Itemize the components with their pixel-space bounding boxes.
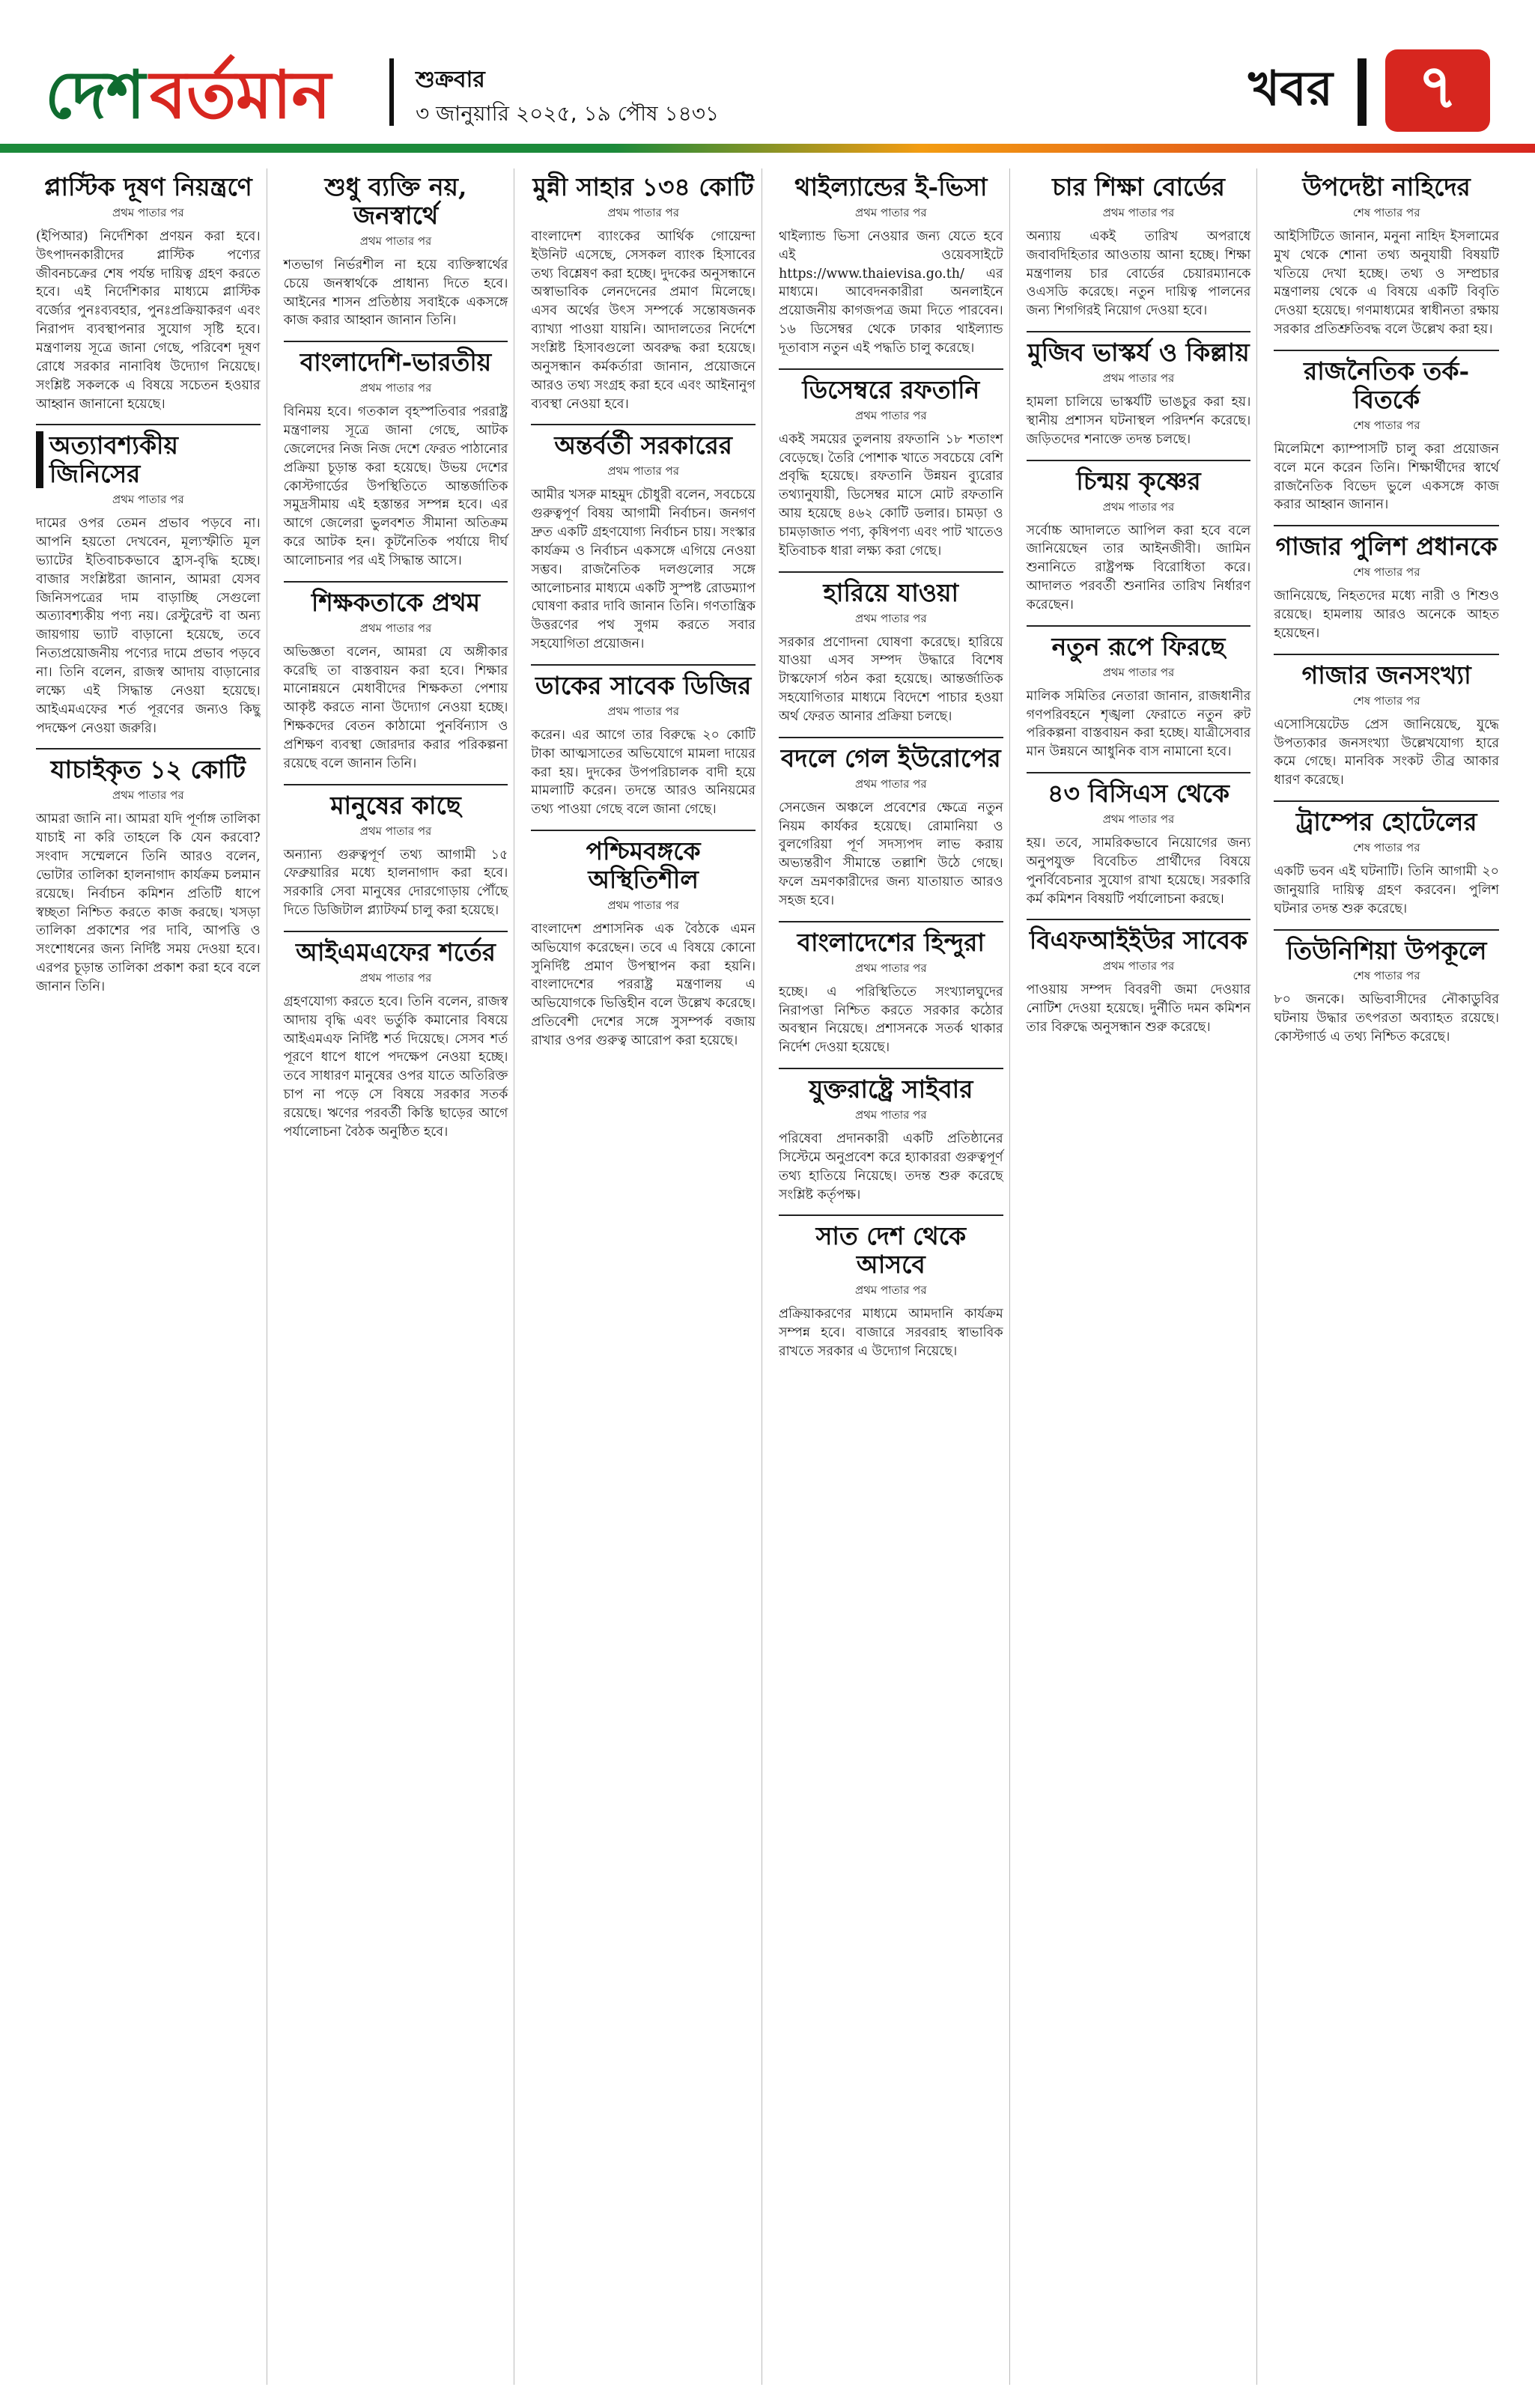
story[interactable] [284,791,508,920]
story-byline: প্রথম পাতার পর [1102,959,1175,973]
masthead-date: ৩ জানুয়ারি ২০২৫, ১৯ পৌষ ১৪৩১ [416,101,720,126]
story[interactable] [1274,937,1499,1047]
story-byline: শেষ পাতার পর [1352,418,1420,432]
story[interactable] [531,173,756,413]
story-body: সেনজেন অঞ্চলে প্রবেশের ক্ষেত্রে নতুন নিয়ম কার্যকর হয়েছে। রোমানিয়া ও বুলগেরিয়া পূর্ণ সদস্যপদ লাভ করায় অভ্যন্তরীণ সীমান্তে তল্লাশি উঠে গেছে। ফলে ভ্রমণকারীদের জন্য যাতায়াত আরও সহজ হবে। [778,800,1003,908]
story[interactable] [1274,808,1499,918]
story-body: থাইল্যান্ড ভিসা নেওয়ার জন্য যেতে হবে এই ওয়েবসাইটে https://www.thaievisa.go.th/ এর মাধ্যমে। আবেদনকারীরা অনলাইনে প্রয়োজনীয় কাগজপত্র জমা দিতে পারবেন। ১৬ ডিসেম্বর থেকে ঢাকার থাইল্যান্ড দূতাবাস নতুন এই পদ্ধতি চালু করেছে। [778,228,1003,356]
story[interactable] [779,173,1003,358]
story-headline[interactable]: আইএমএফের শর্তের [296,937,496,967]
story-headline[interactable]: ট্রাম্পের হোটেলের [1295,807,1477,837]
story[interactable] [779,1222,1003,1360]
story-headline[interactable]: যুক্তরাষ্ট্রে সাইবার [809,1074,973,1104]
story-divider [1274,929,1499,931]
story-byline: প্রথম পাতার পর [112,788,184,803]
story-byline: প্রথম পাতার পর [607,898,679,912]
story-divider [531,664,756,666]
story-byline: প্রথম পাতার পর [855,205,927,219]
story-byline: শেষ পাতার পর [1352,840,1420,854]
story-byline: প্রথম পাতার পর [1102,499,1175,514]
story[interactable] [779,1075,1003,1204]
story-divider [1027,625,1251,627]
story-divider [36,748,261,750]
story-body: হয়। তবে, সামরিকভাবে নিয়োগের জন্য অনুপযুক্ত বিবেচিত প্রার্থীদের বিষয়ে পুনর্বিবেচনার সুযোগ রাখা হয়েছে। সরকারি কর্ম কমিশন বিষয়টি পর্যালোচনা করছে। [1026,836,1251,907]
story-byline: শেষ পাতার পর [1352,693,1420,708]
page-number-badge: ৭ [1385,49,1490,132]
story-byline: প্রথম পাতার পর [855,1108,927,1122]
story-body: একই সময়ের তুলনায় রফতানি ১৮ শতাংশ বেড়েছে। তৈরি পোশাক খাতে সবচেয়ে বেশি প্রবৃদ্ধি হয়েছে। রফতানি উন্নয়ন ব্যুরোর তথ্যানুযায়ী, ডিসেম্বর মাসে মোট রফতানি আয় হয়েছে ৪৬২ কোটি ডলার। চামড়া ও চামড়াজাত পণ্য, কৃষিপণ্য এবং পাট খাতেও ইতিবাচক ধারা লক্ষ্য করা গেছে। [778,431,1003,559]
story-headline[interactable]: হারিয়ে যাওয়া [823,577,959,607]
story-headline[interactable]: মুজিব ভাস্কর্য ও কিল্লায় [1027,338,1250,368]
story[interactable] [531,837,756,1051]
story-headline[interactable]: গাজার জনসংখ্যা [1301,660,1471,690]
story-body: বাংলাদেশ ব্যাংকের আর্থিক গোয়েন্দা ইউনিট এসেছে, সেসকল ব্যাংক হিসাবের তথ্য বিশ্লেষণ করা হচ্ছে। দুদকের অনুসন্ধানে অস্বাভাবিক লেনদেনের প্রমাণ মিলেছে। এসব অর্থের উৎস সম্পর্কে সন্তোষজনক ব্যাখ্যা পাওয়া যায়নি। আদালতের নির্দেশে সংশ্লিষ্ট হিসাবগুলো অবরুদ্ধ করা হয়েছে। অনুসন্ধান কর্মকর্তারা জানান, প্রয়োজনে আরও তথ্য সংগ্রহ করা হবে এবং আইনানুগ ব্যবস্থা নেওয়া হবে। [531,228,756,412]
story-body: শতভাগ নির্ভরশীল না হয়ে ব্যক্তিস্বার্থের চেয়ে জনস্বার্থকে প্রাধান্য দিতে হবে। আইনের শাসন প্রতিষ্ঠায় সবাইকে একসঙ্গে কাজ করার আহ্বান জানান তিনি। [283,257,508,329]
story-divider [284,784,508,785]
story-byline: প্রথম পাতার পর [855,961,927,975]
story-body: বাংলাদেশ প্রশাসনিক এক বৈঠকে এমন অভিযোগ করেছেন। তবে এ বিষয়ে কোনো সুনির্দিষ্ট প্রমাণ উপস্থাপন করা হয়নি। বাংলাদেশের পররাষ্ট্র মন্ত্রণালয় এ অভিযোগকে ভিত্তিহীন বলে উল্লেখ করেছে। প্রতিবেশী দেশের সঙ্গে সুসম্পর্ক বজায় রাখার ওপর গুরুত্ব আরোপ করা হয়েছে। [531,921,756,1048]
story-body: আইসিটিতে জানান, মনুনা নাহিদ ইসলামের মুখ থেকে শোনা তথ্য অনুযায়ী বিষয়টি খতিয়ে দেখা হচ্ছে। তথ্য ও সম্প্রচার মন্ত্রণালয় থেকে এ বিষয়ে একটি বিবৃতি দেওয়া হয়েছে। গণমাধ্যমের স্বাধীনতা রক্ষায় সরকার প্রতিশ্রুতিবদ্ধ বলে উল্লেখ করা হয়। [1274,228,1499,338]
story-byline: প্রথম পাতার পর [607,704,679,718]
story[interactable] [1274,357,1499,514]
story-body: গ্রহণযোগ্য করতে হবে। তিনি বলেন, রাজস্ব আদায় বৃদ্ধি এবং ভর্তুকি কমানোর বিষয়ে আইএমএফ নির্দিষ্ট শর্ত দিয়েছে। সেসব শর্ত পূরণে ধাপে ধাপে পদক্ষেপ নেওয়া হচ্ছে। তবে সাধারণ মানুষের ওপর যাতে অতিরিক্ত চাপ না পড়ে সে বিষয়ে সরকার সতর্ক রয়েছে। ঋণের পরবর্তী কিস্তি ছাড়ের আগে পর্যালোচনা বৈঠক অনুষ্ঠিত হবে। [283,994,508,1140]
story-byline: প্রথম পাতার পর [359,824,432,838]
story-body: পরিষেবা প্রদানকারী একটি প্রতিষ্ঠানের সিস্টেমে অনুপ্রবেশ করে হ্যাকাররা গুরুত্বপূর্ণ তথ্য হাতিয়ে নিয়েছে। তদন্ত শুরু করেছে সংশ্লিষ্ট কর্তৃপক্ষ। [778,1131,1003,1203]
story[interactable] [36,755,261,996]
section-divider [1358,58,1367,126]
story[interactable] [531,672,756,819]
story-body: আমীর খসরু মাহমুদ চৌধুরী বলেন, সবচেয়ে গুরুত্বপূর্ণ বিষয় আগামী নির্বাচন। জনগণ দ্রুত একটি গ্রহণযোগ্য নির্বাচন চায়। সংস্কার কার্যক্রম ও নির্বাচন একসঙ্গে এগিয়ে নেওয়া সম্ভব। রাজনৈতিক দলগুলোর সঙ্গে আলোচনার মাধ্যমে একটি সুস্পষ্ট রোডম্যাপ ঘোষণা করার দাবি জানান তিনি। গণতান্ত্রিক উত্তরণের পথ সুগম করতে সবার সহযোগিতা প্রয়োজন। [531,487,756,652]
story-divider [779,921,1003,922]
story[interactable] [1027,467,1251,615]
story-divider [779,1214,1003,1216]
story[interactable] [36,431,261,738]
story-divider [531,424,756,425]
story-body: সরকার প্রণোদনা ঘোষণা করেছে। হারিয়ে যাওয়া এসব সম্পদ উদ্ধারে বিশেষ টাস্কফোর্স গঠন করা হয়েছে। আন্তর্জাতিক সহযোগিতার মাধ্যমে বিদেশে পাচার হওয়া অর্থ ফেরত আনার প্রক্রিয়া চলছে। [778,634,1003,724]
story-headline[interactable]: বাংলাদেশের হিন্দুরা [797,927,985,957]
story-headline[interactable]: শিক্ষকতাকে প্রথম [311,587,481,617]
story-byline: প্রথম পাতার পর [855,776,927,791]
story-divider [1274,800,1499,802]
story-byline: প্রথম পাতার পর [1102,812,1175,827]
story-headline[interactable]: চিন্ময় কৃষ্ণের [1076,466,1201,496]
story-byline: শেষ পাতার পর [1352,969,1420,983]
story-body: অন্যান্য গুরুত্বপূর্ণ তথ্য আগামী ১৫ ফেব্রুয়ারির মধ্যে হালনাগাদ করা হবে। সরকারি সেবা মানুষের দোরগোড়ায় পৌঁছে দিতে ডিজিটাল প্ল্যাটফর্ম চালু করা হয়েছে। [283,847,508,919]
story-headline[interactable]: বদলে গেল ইউরোপের [780,743,1001,773]
story-byline: প্রথম পাতার পর [359,621,432,635]
story-headline[interactable]: প্লাস্টিক দূষণ নিয়ন্ত্রণে [43,172,252,201]
column-2 [278,168,515,2385]
column-3 [525,168,762,2385]
story[interactable] [779,744,1003,910]
story-headline[interactable]: নতুন রূপে ফিরছে [1051,631,1226,661]
logo-part-bortoman: বর্তমান [150,55,331,133]
story[interactable] [284,173,508,330]
story[interactable] [284,589,508,773]
story[interactable] [284,938,508,1142]
story-byline: প্রথম পাতার পর [855,611,927,625]
story-headline[interactable]: ডিসেম্বরে রফতানি [802,374,980,404]
story-headline[interactable]: উপদেষ্টা নাহিদের [1302,172,1471,201]
logo-part-desh: দেশ [45,55,146,133]
story-headline[interactable]: ডাকের সাবেক ডিজির [535,670,752,700]
story-byline: প্রথম পাতার পর [607,464,679,478]
story-headline[interactable]: গাজার পুলিশ প্রধানকে [1275,532,1498,562]
story-byline: শেষ পাতার পর [1352,205,1420,219]
story-body: জানিয়েছে, নিহতদের মধ্যে নারী ও শিশুও রয়েছে। হামলায় আরও অনেকে আহত হয়েছেন। [1274,589,1499,641]
story[interactable] [1274,661,1499,790]
story-body: একটি ভবন এই ঘটনাটি। তিনি আগামী ২০ জানুয়ারি দায়িত্ব গ্রহণ করবেন। পুলিশ ঘটনার তদন্ত শুরু করেছে। [1274,863,1499,916]
story-headline[interactable]: মানুষের কাছে [330,790,461,820]
story-divider [1027,772,1251,773]
story-body: ৮০ জনকে। অভিবাসীদের নৌকাডুবির ঘটনায় উদ্ধার তৎপরতা অব্যাহত রয়েছে। কোস্টগার্ড এ তথ্য নিশ্চিত করেছে। [1274,992,1499,1045]
newspaper-logo[interactable] [45,45,331,133]
story-divider [284,341,508,342]
story-body: হচ্ছে। এ পরিস্থিতিতে সংখ্যালঘুদের নিরাপত্তা নিশ্চিত করতে সরকার কঠোর অবস্থান নিয়েছে। প্রশাসনকে সতর্ক থাকার নির্দেশ দেওয়া হয়েছে। [778,984,1003,1056]
story-byline: প্রথম পাতার পর [359,234,432,248]
story-body: পাওয়ায় সম্পদ বিবরণী জমা দেওয়ার নোটিশ দেওয়া হয়েছে। দুর্নীতি দমন কমিশন তার বিরুদ্ধে অনুসন্ধান শুরু করেছে। [1026,982,1251,1036]
story-headline[interactable]: পশ্চিমবঙ্গকে অস্থিতিশীল [586,836,701,894]
story-divider [1274,525,1499,526]
story[interactable] [36,173,261,413]
story[interactable] [779,579,1003,726]
story-body: মালিক সমিতির নেতারা জানান, রাজধানীর গণপরিবহনে শৃঙ্খলা ফেরাতে নতুন রুট পরিকল্পনা বাস্তবায়ন করা হচ্ছে। যাত্রীসেবার মান উন্নয়নে আধুনিক বাস নামানো হবে। [1026,688,1251,760]
story-byline: প্রথম পাতার পর [1102,205,1175,219]
story-byline: প্রথম পাতার পর [607,205,679,219]
story-divider [36,424,261,425]
story[interactable] [1027,633,1251,761]
masthead-color-bar [0,144,1535,153]
story-body: বিনিময় হবে। গতকাল বৃহস্পতিবার পররাষ্ট্র মন্ত্রণালয় সূত্রে জানা গেছে, আটক জেলেদের নিজ নিজ দেশে ফেরত পাঠানোর প্রক্রিয়া চূড়ান্ত করা হয়েছে। উভয় দেশের কোস্টগার্ডের উপস্থিতিতে আন্তর্জাতিক সমুদ্রসীমায় এই হস্তান্তর সম্পন্ন হবে। এর আগে জেলেরা ভুলবশত সীমানা অতিক্রম করে আটক হন। কূটনৈতিক পর্যায়ে দীর্ঘ আলোচনার পর এই সিদ্ধান্ত আসে। [283,404,508,568]
story-body: এসোসিয়েটেড প্রেস জানিয়েছে, যুদ্ধে উপত্যকার জনসংখ্যা উল্লেখযোগ্য হারে কমে গেছে। মানবিক সংকট তীব্র আকার ধারণ করেছে। [1274,717,1499,788]
story-divider [779,368,1003,370]
story-body: অভিজ্ঞতা বলেন, আমরা যে অঙ্গীকার করেছি তা বাস্তবায়ন করা হবে। শিক্ষার মানোন্নয়নে মেধাবীদের শিক্ষকতা পেশায় আকৃষ্ট করতে নানা উদ্যোগ নেওয়া হচ্ছে। শিক্ষকদের বেতন কাঠামো পুনর্বিন্যাস ও প্রশিক্ষণ ব্যবস্থা জোরদার করার পরিকল্পনা রয়েছে বলে জানান তিনি। [283,644,508,771]
story-headline[interactable]: বিএফআইইউর সাবেক [1029,925,1248,955]
story-body: সর্বোচ্চ আদালতে আপিল করা হবে বলে জানিয়েছেন তার আইনজীবী। জামিন শুনানিতে রাষ্ট্রপক্ষ বিরোধিতা করে। আদালত পরবর্তী শুনানির তারিখ নির্ধারণ করেছেন। [1026,523,1251,612]
story-byline: প্রথম পাতার পর [1102,665,1175,679]
story-headline[interactable]: রাজনৈতিক তর্ক-বিতর্কে [1304,356,1470,414]
story-byline: প্রথম পাতার পর [855,408,927,422]
story-byline: শেষ পাতার পর [1352,565,1420,580]
story-headline[interactable]: থাইল্যান্ডের ই-ভিসা [794,172,988,201]
story[interactable] [779,928,1003,1057]
story-headline[interactable]: তিউনিশিয়া উপকূলে [1286,935,1487,965]
story-body: মিলেমিশে ক্যাম্পাসটি চালু করা প্রয়োজন বলে মনে করেন তিনি। শিক্ষার্থীদের স্বার্থে রাজনৈতিক বিভেদ ভুলে একসঙ্গে কাজ করার আহ্বান জানান। [1274,441,1499,513]
story-body: হামলা চালিয়ে ভাস্কর্যটি ভাঙচুর করা হয়। স্থানীয় প্রশাসন ঘটনাস্থল পরিদর্শন করেছে। জড়িতদের শনাক্তে তদন্ত চলছে। [1026,395,1251,447]
story-body: অন্যায় একই তারিখ অপরাধে জবাবদিহিতার আওতায় আনা হচ্ছে। শিক্ষা মন্ত্রণালয় চার বোর্ডের চেয়ারম্যানকে ওএসডি করেছে। নতুন দায়িত্ব পালনের জন্য শিগগিরই নিয়োগ দেওয়া হবে। [1026,228,1251,319]
masthead-day: শুক্রবার [416,67,485,93]
masthead [0,0,1535,157]
story-headline[interactable]: যাচাইকৃত ১২ কোটি [50,755,246,785]
story-body: দামের ওপর তেমন প্রভাব পড়বে না। আপনি হয়তো দেখবেন, মূল্যস্ফীতি মূল ভ্যাটের ইতিবাচকভাবে হ্রাস-বৃদ্ধি হচ্ছে। বাজার সংশ্লিষ্টরা জানান, আমরা যেসব জিনিসপত্রের দাম বাড়াচ্ছি সেগুলো অত্যাবশ্যকীয় পণ্য নয়। রেস্টুরেন্ট বা অন্য জায়গায় ভ্যাট বাড়ানো হয়েছে, তবে নিত্যপ্রয়োজনীয় পণ্যের দামে প্রভাব পড়বে না। তিনি বলেন, রাজস্ব আদায় বাড়ানোর লক্ষ্যে এই সিদ্ধান্ত নেওয়া হয়েছে। আইএমএফের শর্ত পূরণের জন্যও কিছু পদক্ষেপ নেওয়া জরুরি। [36,516,261,736]
story-headline[interactable]: মুন্নী সাহার ১৩৪ কোটি [532,172,754,201]
story-headline[interactable]: সাত দেশ থেকে আসবে [815,1221,967,1280]
story-headline[interactable]: শুধু ব্যক্তি নয়, জনস্বার্থে [324,172,467,230]
story[interactable] [1027,173,1251,320]
story-divider [284,931,508,932]
story[interactable] [1274,532,1499,642]
story-divider [779,1068,1003,1069]
story[interactable] [531,431,756,654]
story-byline: প্রথম পাতার পর [359,970,432,985]
story-body: করেন। এর আগে তার বিরুদ্ধে ২০ কোটি টাকা আত্মসাতের অভিযোগে মামলা দায়ের করা হয়। দুদকের উপপরিচালক বাদী হয়ে মামলাটি করেন। তদন্তে আরও অনিয়মের তথ্য পাওয়া গেছে বলে জানা গেছে। [531,727,756,818]
story-divider [1027,919,1251,920]
news-columns [30,168,1505,2385]
column-5 [1021,168,1258,2385]
story-headline[interactable]: চার শিক্ষা বোর্ডের [1052,172,1225,201]
story-divider [1274,350,1499,351]
story[interactable] [779,376,1003,561]
story-divider [779,737,1003,738]
story-divider [531,830,756,831]
section-label: খবর [1248,61,1333,117]
masthead-divider [389,58,394,126]
column-6 [1268,168,1505,2385]
story-body: প্রক্রিয়াকরণের মাধ্যমে আমদানি কার্যক্রম সম্পন্ন হবে। বাজারে সরবরাহ স্বাভাবিক রাখতে সরকার এ উদ্যোগ নিয়েছে। [778,1307,1003,1360]
story[interactable] [1274,173,1499,339]
story-divider [1027,331,1251,332]
column-1 [30,168,267,2385]
story-divider [779,571,1003,573]
story-divider [1027,460,1251,461]
column-4 [773,168,1010,2385]
story-byline: প্রথম পাতার পর [855,1283,927,1298]
story-byline: প্রথম পাতার পর [359,381,432,395]
story[interactable] [1027,338,1251,449]
story-body: (ইপিআর) নির্দেশিকা প্রণয়ন করা হবে। উৎপাদনকারীদের প্লাস্টিক পণ্যের জীবনচক্রের শেষ পর্যন্ত দায়িত্ব গ্রহণ করতে হবে। এই নির্দেশিকার মাধ্যমে প্লাস্টিক বর্জ্যের পুনঃব্যবহার, পুনঃপ্রক্রিয়াকরণ এবং নিরাপদ ব্যবস্থাপনার সুযোগ সৃষ্টি হবে। মন্ত্রণালয় সূত্রে জানা গেছে, পরিবেশ দূষণ রোধে সরকার নানাবিধ উদ্যোগ নিয়েছে। সংশ্লিষ্ট সকলকে এ বিষয়ে সচেতন হওয়ার আহ্বান জানানো হয়েছে। [36,228,261,412]
story-divider [284,581,508,583]
story-body: আমরা জানি না। আমরা যদি পূর্ণাঙ্গ তালিকা যাচাই না করি তাহলে কি যেন করবো? সংবাদ সম্মেলনে তিনি আরও বলেন, ভোটার তালিকা হালনাগাদ কার্যক্রম চলমান রয়েছে। নির্বাচন কমিশন প্রতিটি ধাপে স্বচ্ছতা নিশ্চিত করতে কাজ করছে। খসড়া তালিকা প্রকাশের পর দাবি, আপত্তি ও সংশোধনের জন্য নির্দিষ্ট সময় দেওয়া হবে। এরপর চূড়ান্ত তালিকা প্রকাশ করা হবে বলে জানান তিনি। [36,812,261,994]
story[interactable] [1027,779,1251,908]
story-headline[interactable]: অন্তর্বর্তী সরকারের [554,431,732,460]
story[interactable] [1027,926,1251,1036]
story-divider [1274,654,1499,655]
story-byline: প্রথম পাতার পর [112,493,184,507]
story-byline: প্রথম পাতার পর [1102,371,1175,386]
story-byline: প্রথম পাতার পর [112,205,184,219]
story-headline[interactable]: অত্যাবশ্যকীয় জিনিসের [36,431,261,488]
story-headline[interactable]: বাংলাদেশি-ভারতীয় [300,347,492,377]
story[interactable] [284,348,508,571]
story-headline[interactable]: ৪৩ বিসিএস থেকে [1048,779,1229,809]
